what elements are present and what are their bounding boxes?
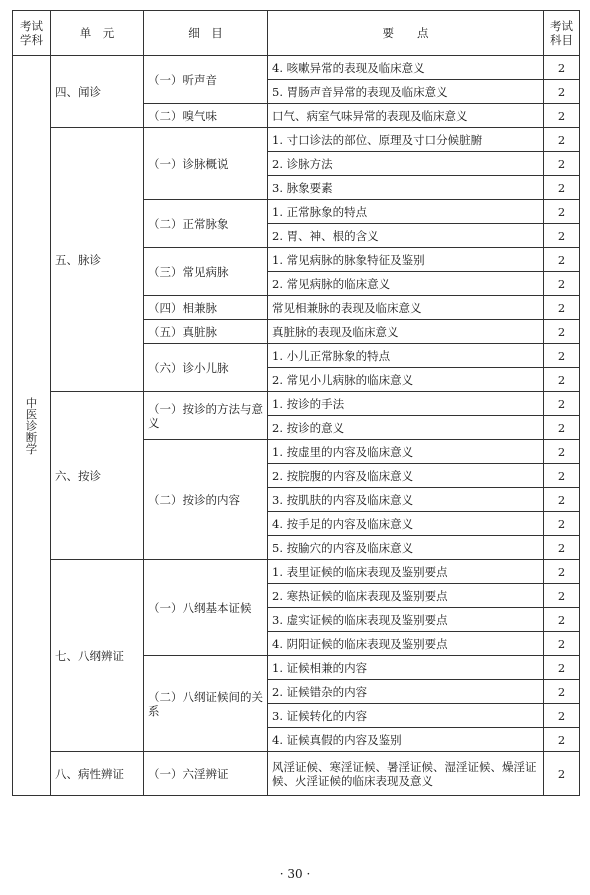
unit-cell: 四、闻诊 xyxy=(51,56,144,128)
point-cell: 1. 正常脉象的特点 xyxy=(268,200,544,224)
table-row xyxy=(13,560,580,584)
detail-cell: （二）八纲证候间的关系 xyxy=(144,656,268,752)
point-cell: 1. 证候相兼的内容 xyxy=(268,656,544,680)
score-cell: 2 xyxy=(544,512,580,536)
point-cell: 5. 胃肠声音异常的表现及临床意义 xyxy=(268,80,544,104)
detail-cell: （五）真脏脉 xyxy=(144,320,268,344)
score-cell: 2 xyxy=(544,392,580,416)
point-cell: 1. 寸口诊法的部位、原理及寸口分候脏腑 xyxy=(268,128,544,152)
score-cell: 2 xyxy=(544,104,580,128)
table-header-row xyxy=(13,11,580,56)
page-number: · 30 · xyxy=(279,867,311,881)
syllabus-table xyxy=(12,10,580,796)
unit-cell: 八、病性辨证 xyxy=(51,752,144,796)
detail-cell: （六）诊小儿脉 xyxy=(144,344,268,392)
score-cell: 2 xyxy=(544,272,580,296)
point-cell: 1. 表里证候的临床表现及鉴别要点 xyxy=(268,560,544,584)
point-cell: 2. 证候错杂的内容 xyxy=(268,680,544,704)
header-detail: 细 目 xyxy=(144,11,268,56)
table-row xyxy=(13,752,580,796)
detail-cell: （一）六淫辨证 xyxy=(144,752,268,796)
point-cell: 真脏脉的表现及临床意义 xyxy=(268,320,544,344)
score-cell: 2 xyxy=(544,632,580,656)
point-cell: 2. 常见病脉的临床意义 xyxy=(268,272,544,296)
point-cell: 5. 按腧穴的内容及临床意义 xyxy=(268,536,544,560)
point-cell: 2. 诊脉方法 xyxy=(268,152,544,176)
detail-cell: （一）八纲基本证候 xyxy=(144,560,268,656)
point-cell: 3. 证候转化的内容 xyxy=(268,704,544,728)
unit-cell: 五、脉诊 xyxy=(51,128,144,392)
point-cell: 3. 脉象要素 xyxy=(268,176,544,200)
score-cell: 2 xyxy=(544,440,580,464)
point-cell: 2. 按诊的意义 xyxy=(268,416,544,440)
point-cell: 风淫证候、寒淫证候、暑淫证候、湿淫证候、燥淫证候、火淫证候的临床表现及意义 xyxy=(268,752,544,796)
score-cell: 2 xyxy=(544,560,580,584)
point-cell: 1. 常见病脉的脉象特征及鉴别 xyxy=(268,248,544,272)
score-cell: 2 xyxy=(544,368,580,392)
score-cell: 2 xyxy=(544,656,580,680)
point-cell: 口气、病室气味异常的表现及临床意义 xyxy=(268,104,544,128)
subject-cell: 中医诊断学 xyxy=(13,56,51,796)
point-cell: 1. 按诊的手法 xyxy=(268,392,544,416)
table-row xyxy=(13,128,580,152)
score-cell: 2 xyxy=(544,320,580,344)
point-cell: 3. 按肌肤的内容及临床意义 xyxy=(268,488,544,512)
score-cell: 2 xyxy=(544,200,580,224)
score-cell: 2 xyxy=(544,128,580,152)
score-cell: 2 xyxy=(544,224,580,248)
score-cell: 2 xyxy=(544,248,580,272)
score-cell: 2 xyxy=(544,608,580,632)
point-cell: 4. 证候真假的内容及鉴别 xyxy=(268,728,544,752)
header-point: 要 点 xyxy=(268,11,544,56)
score-cell: 2 xyxy=(544,80,580,104)
point-cell: 3. 虚实证候的临床表现及鉴别要点 xyxy=(268,608,544,632)
detail-cell: （二）按诊的内容 xyxy=(144,440,268,560)
score-cell: 2 xyxy=(544,752,580,796)
score-cell: 2 xyxy=(544,536,580,560)
point-cell: 4. 按手足的内容及临床意义 xyxy=(268,512,544,536)
point-cell: 4. 咳嗽异常的表现及临床意义 xyxy=(268,56,544,80)
detail-cell: （四）相兼脉 xyxy=(144,296,268,320)
score-cell: 2 xyxy=(544,680,580,704)
detail-cell: （一）诊脉概说 xyxy=(144,128,268,200)
point-cell: 常见相兼脉的表现及临床意义 xyxy=(268,296,544,320)
point-cell: 1. 按虚里的内容及临床意义 xyxy=(268,440,544,464)
unit-cell: 六、按诊 xyxy=(51,392,144,560)
header-unit: 单 元 xyxy=(51,11,144,56)
table-row xyxy=(13,392,580,416)
score-cell: 2 xyxy=(544,152,580,176)
score-cell: 2 xyxy=(544,464,580,488)
score-cell: 2 xyxy=(544,728,580,752)
header-score: 考试科目 xyxy=(544,11,580,56)
point-cell: 2. 胃、神、根的含义 xyxy=(268,224,544,248)
score-cell: 2 xyxy=(544,176,580,200)
detail-cell: （二）正常脉象 xyxy=(144,200,268,248)
point-cell: 4. 阴阳证候的临床表现及鉴别要点 xyxy=(268,632,544,656)
detail-cell: （三）常见病脉 xyxy=(144,248,268,296)
point-cell: 2. 寒热证候的临床表现及鉴别要点 xyxy=(268,584,544,608)
point-cell: 2. 按脘腹的内容及临床意义 xyxy=(268,464,544,488)
detail-cell: （二）嗅气味 xyxy=(144,104,268,128)
point-cell: 2. 常见小儿病脉的临床意义 xyxy=(268,368,544,392)
detail-cell: （一）按诊的方法与意义 xyxy=(144,392,268,440)
score-cell: 2 xyxy=(544,296,580,320)
unit-cell: 七、八纲辨证 xyxy=(51,560,144,752)
header-subject: 考试学科 xyxy=(13,11,51,56)
score-cell: 2 xyxy=(544,584,580,608)
detail-cell: （一）听声音 xyxy=(144,56,268,104)
score-cell: 2 xyxy=(544,704,580,728)
score-cell: 2 xyxy=(544,56,580,80)
table-row xyxy=(13,56,580,80)
score-cell: 2 xyxy=(544,344,580,368)
score-cell: 2 xyxy=(544,488,580,512)
point-cell: 1. 小儿正常脉象的特点 xyxy=(268,344,544,368)
score-cell: 2 xyxy=(544,416,580,440)
